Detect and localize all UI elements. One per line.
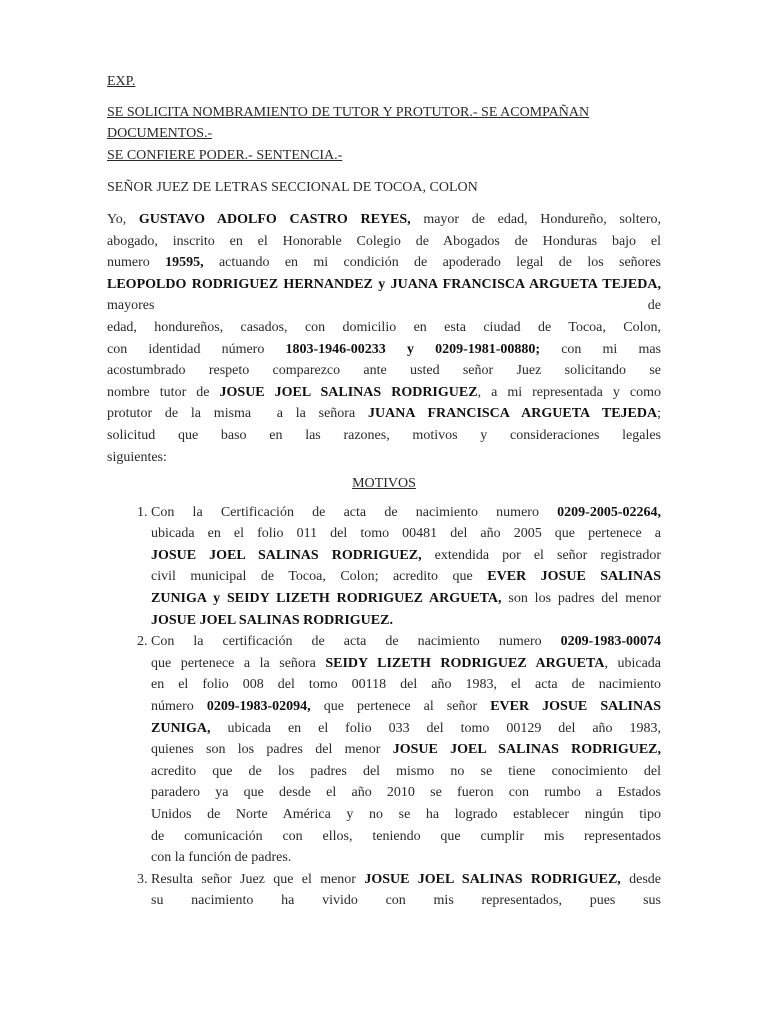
father-name: EVER JOSUE SALINAS — [487, 569, 661, 585]
item-line: su nacimiento ha vivido con mis representados, pues sus — [151, 893, 661, 909]
document-page — [107, 71, 661, 912]
text: , ubicada — [604, 655, 661, 671]
text: mayor de edad, Hondureño, soltero, — [410, 211, 661, 227]
text: número — [151, 699, 207, 715]
id-numbers: 1803-1946-00233 y 0209-1981-00880; — [285, 341, 541, 357]
item-line — [151, 696, 661, 718]
item-line — [151, 869, 661, 891]
item-line: con la función de padres. — [151, 850, 292, 866]
minor-name: JOSUE JOEL SALINAS RODRIGUEZ, — [392, 742, 661, 758]
text: extendida por el señor registrador — [421, 547, 662, 563]
motivos-list — [107, 502, 661, 912]
item-line — [151, 502, 661, 524]
minor-name: JOSUE JOEL SALINAS RODRIGUEZ, — [151, 547, 422, 563]
certificate-number: 0209-1983-02094, — [206, 699, 311, 715]
protutor-name: JUANA FRANCISCA ARGUETA TEJEDA — [367, 406, 658, 422]
text: mayores de — [107, 298, 661, 314]
minor-name: JOSUE JOEL SALINAS RODRIGUEZ, — [364, 871, 621, 887]
item-line: Unidos de Norte América y no se ha logrado establecer ningún tipo — [151, 807, 661, 822]
section-title-motivos: MOTIVOS — [352, 476, 416, 492]
text: que pertenece a la señora — [151, 655, 326, 671]
text: numero — [107, 255, 166, 271]
intro-line — [107, 382, 661, 404]
intro-paragraph — [107, 209, 661, 468]
intro-line — [107, 274, 661, 317]
minor-name: JOSUE JOEL SALINAS RODRIGUEZ — [219, 384, 478, 400]
text: ubicada en el folio 033 del tomo 00129 del año 1983, — [210, 720, 661, 736]
subject-line-1: SE SOLICITA NOMBRAMIENTO DE TUTOR Y PROTUTOR.- SE ACOMPAÑAN DOCUMENTOS.- — [107, 104, 590, 142]
text: Yo, — [107, 211, 139, 227]
list-item — [151, 631, 661, 869]
father-surname: ZUNIGA, — [151, 720, 211, 736]
minor-name: JOSUE JOEL SALINAS RODRIGUEZ. — [151, 612, 393, 628]
list-item — [151, 869, 661, 912]
item-line — [151, 566, 661, 588]
text: Con la certificación de acta de nacimiento numero — [151, 634, 561, 650]
subject-heading — [107, 102, 661, 167]
text: civil municipal de Tocoa, Colon; acredito que — [151, 569, 488, 585]
clients-names: LEOPOLDO RODRIGUEZ HERNANDEZ y JUANA FRANCISCA ARGUETA TEJEDA, — [107, 276, 661, 292]
item-line — [151, 588, 661, 610]
expediente-label: EXP. — [107, 74, 136, 89]
certificate-number: 0209-1983-00074 — [560, 634, 661, 650]
text: con identidad número — [107, 341, 286, 357]
lawyer-name: GUSTAVO ADOLFO CASTRO REYES, — [138, 211, 411, 227]
father-name: EVER JOSUE SALINAS — [490, 699, 662, 715]
intro-line: abogado, inscrito en el Honorable Colegio de Abogados de Honduras bajo el — [107, 233, 661, 249]
intro-line: solicitud que baso en las razones, motivos y consideraciones legales — [107, 427, 661, 443]
text: ; — [657, 406, 662, 422]
item-line — [151, 718, 661, 740]
item-line: ubicada en el folio 011 del tomo 00481 del año 2005 que pertenece a — [151, 526, 661, 542]
intro-line — [107, 252, 661, 274]
text: nombre tutor de — [107, 384, 220, 400]
text: protutor de la misma a la señora — [107, 406, 368, 422]
text: Resulta señor Juez que el menor — [151, 871, 365, 887]
item-line: acredito que de los padres del mismo no se tiene conocimiento del — [151, 763, 661, 779]
item-line: paradero ya que desde el año 2010 se fueron con rumbo a Estados — [151, 785, 661, 801]
item-line: en el folio 008 del tomo 00118 del año 1983, el acta de nacimiento — [151, 677, 661, 693]
intro-line: acostumbrado respeto comparezco ante usted señor Juez solicitando se — [107, 363, 661, 379]
parents-names: ZUNIGA y SEIDY LIZETH RODRIGUEZ ARGUETA, — [151, 591, 502, 607]
registration-number: 19595, — [165, 255, 204, 271]
text: desde — [620, 871, 661, 887]
text: con mi mas — [540, 341, 662, 357]
text: quienes son los padres del menor — [151, 742, 393, 758]
text: , a mi representada y como — [477, 384, 662, 400]
subject-line-2: SE CONFIERE PODER.- SENTENCIA.- — [107, 147, 343, 163]
intro-line: siguientes: — [107, 449, 167, 465]
intro-line — [107, 339, 661, 361]
mother-name: SEIDY LIZETH RODRIGUEZ ARGUETA — [325, 655, 605, 671]
text: actuando en mi condición de apoderado legal de los señores — [203, 255, 661, 271]
text: son los padres del menor — [501, 591, 661, 607]
list-item — [151, 502, 661, 632]
item-line — [151, 631, 661, 653]
intro-line — [107, 403, 661, 425]
item-line — [151, 610, 661, 632]
item-line — [151, 739, 661, 761]
item-line: de comunicación con ellos, teniendo que cumplir mis representados — [151, 828, 661, 844]
certificate-number: 0209-2005-02264, — [557, 504, 661, 520]
intro-line — [107, 209, 661, 231]
addressee: SEÑOR JUEZ DE LETRAS SECCIONAL DE TOCOA, COLON — [107, 180, 478, 196]
item-line — [151, 653, 661, 675]
text: que pertenece al señor — [310, 699, 491, 715]
intro-line: edad, hondureños, casados, con domicilio en esta ciudad de Tocoa, Colon, — [107, 319, 661, 335]
item-line — [151, 545, 661, 567]
text: Con la Certificación de acta de nacimiento numero — [151, 504, 558, 520]
